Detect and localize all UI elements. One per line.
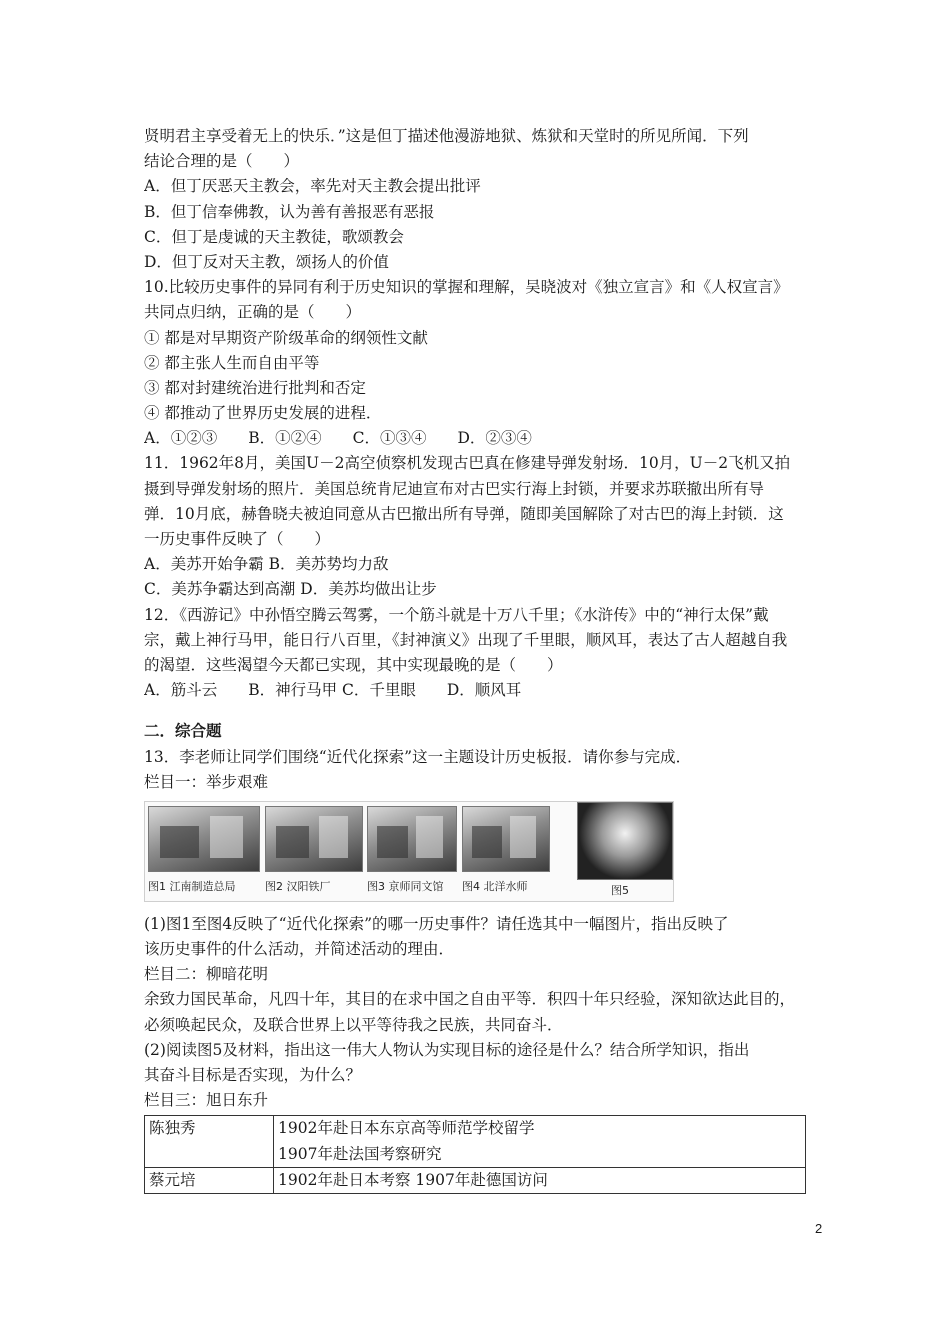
statement-item: ① 都是对早期资产阶级革命的纲领性文献 xyxy=(144,328,428,347)
figure-5-portrait xyxy=(577,802,673,880)
column-title: 栏目三：旭日东升 xyxy=(144,1091,269,1110)
sub-question-1: (1)图1至图4反映了“近代化探索”的哪一历史事件？请任选其中一幅图片，指出反映了 xyxy=(144,914,729,933)
figure-4-image xyxy=(462,806,550,872)
section-title: 二．综合题 xyxy=(144,722,222,741)
figure-4-caption: 图4 北洋水师 xyxy=(462,879,528,893)
statement-item: ③ 都对封建统治进行批判和否定 xyxy=(144,378,366,397)
question-10 xyxy=(144,275,812,451)
figure-1-caption: 图1 江南制造总局 xyxy=(148,879,236,893)
figures-table xyxy=(144,1115,806,1194)
question-stem-line: 结论合理的是（ ） xyxy=(144,152,300,171)
table-cell-name: 陈独秀 xyxy=(145,1116,274,1167)
question-13 xyxy=(144,745,812,1194)
quote-text: 必须唤起民众，及联合世界上以平等待我之民族，共同奋斗． xyxy=(144,1015,563,1034)
question-stem-line: 10.比较历史事件的异同有利于历史知识的掌握和理解，吴晓波对《独立宣言》和《人权宣言》 xyxy=(144,278,789,297)
figure-strip xyxy=(144,801,674,902)
table-cell-events: 1902年赴日本东京高等师范学校留学 1907年赴法国考察研究 xyxy=(274,1116,806,1167)
figure-3-image xyxy=(367,806,457,872)
column-title: 栏目一：举步艰难 xyxy=(144,772,269,791)
figure-3-caption: 图3 京师同文馆 xyxy=(367,879,444,893)
figure-2-image xyxy=(265,806,363,872)
question-11 xyxy=(144,451,812,602)
question-stem-line: 的渴望．这些渴望今天都已实现，其中实现最晚的是（ ） xyxy=(144,655,563,674)
options-line: A．①②③ B．①②④ C．①③④ D．②③④ xyxy=(144,429,532,448)
table-row xyxy=(145,1116,806,1167)
options-line: A．美苏开始争霸 B．美苏势均力敌 xyxy=(144,555,389,574)
page-number: 2 xyxy=(815,1221,823,1236)
option-a: A．但丁厌恶天主教会，率先对天主教会提出批评 xyxy=(144,177,481,196)
question-stem-line: 12．《西游记》中孙悟空腾云驾雾，一个筋斗就是十万八千里；《水浒传》中的“神行太保”戴 xyxy=(144,605,769,624)
question-stem-line: 摄到导弹发射场的照片．美国总统肯尼迪宣布对古巴实行海上封锁，并要求苏联撤出所有导 xyxy=(144,479,765,498)
question-stem-line: 一历史事件反映了（ ） xyxy=(144,530,331,548)
figure-1-image xyxy=(148,806,260,872)
table-cell-events: 1902年赴日本考察 1907年赴德国访问 xyxy=(274,1167,806,1193)
table-cell-name: 蔡元培 xyxy=(145,1167,274,1193)
sub-question-1: 该历史事件的什么活动，并简述活动的理由． xyxy=(144,940,455,959)
options-line: A．筋斗云 B．神行马甲 C．千里眼 D．顺风耳 xyxy=(144,681,522,700)
question-9 xyxy=(144,124,812,275)
page-content xyxy=(144,124,812,1194)
statement-item: ② 都主张人生而自由平等 xyxy=(144,353,320,372)
question-intro: 13．李老师让同学们围绕“近代化探索”这一主题设计历史板报．请你参与完成． xyxy=(144,747,692,766)
option-d: D．但丁反对天主教，颂扬人的价值 xyxy=(144,252,389,271)
figure-5-caption: 图5 xyxy=(611,883,629,897)
statement-item: ④ 都推动了世界历史发展的进程． xyxy=(144,404,382,423)
question-stem-line: 共同点归纳，正确的是（ ） xyxy=(144,303,362,322)
section-gap xyxy=(144,703,812,719)
question-12 xyxy=(144,603,812,704)
table-row xyxy=(145,1167,806,1193)
options-line: C．美苏争霸达到高潮 D．美苏均做出让步 xyxy=(144,580,437,599)
option-c: C．但丁是虔诚的天主教徒，歌颂教会 xyxy=(144,227,404,246)
sub-question-2: (2)阅读图5及材料，指出这一伟大人物认为实现目标的途径是什么？结合所学知识，指出 xyxy=(144,1040,750,1059)
figure-2-caption: 图2 汉阳铁厂 xyxy=(265,879,331,893)
column-title: 栏目二：柳暗花明 xyxy=(144,965,269,984)
option-b: B．但丁信奉佛教，认为善有善报恶有恶报 xyxy=(144,202,435,221)
quote-text: 余致力国民革命，凡四十年，其目的在求中国之自由平等．积四十年只经验，深知欲达此目的， xyxy=(144,990,796,1009)
question-stem-line: 贤明君主享受着无上的快乐．”这是但丁描述他漫游地狱、炼狱和天堂时的所见所闻．下列 xyxy=(144,127,749,145)
question-stem-line: 弹．10月底，赫鲁晓夫被迫同意从古巴撤出所有导弹，随即美国解除了对古巴的海上封锁．这 xyxy=(144,504,784,523)
question-stem-line: 11．1962年8月，美国U－2高空侦察机发现古巴真在修建导弹发射场．10月，U－2飞机又拍 xyxy=(144,454,791,473)
sub-question-2: 其奋斗目标是否实现，为什么？ xyxy=(144,1066,362,1084)
question-stem-line: 宗，戴上神行马甲，能日行八百里，《封神演义》出现了千里眼，顺风耳，表达了古人超越自我 xyxy=(144,630,788,649)
